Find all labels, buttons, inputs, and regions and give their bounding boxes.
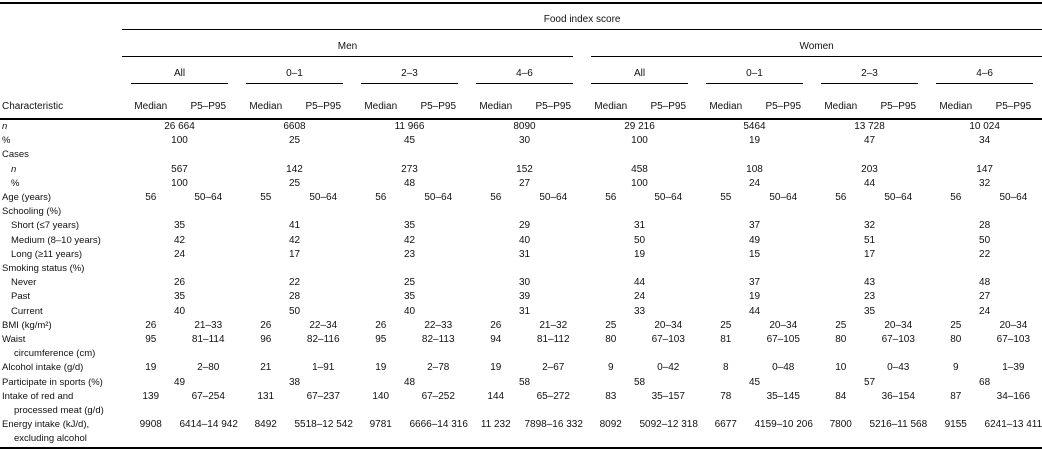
cell-range: 67–105 xyxy=(755,333,813,361)
cell-range: 50–64 xyxy=(870,191,928,205)
cell-range: 21–32 xyxy=(525,319,583,333)
cell-value: 35 xyxy=(812,305,927,319)
cell-value: 24 xyxy=(697,177,812,191)
cell-value: 30 xyxy=(467,276,582,290)
cell-value: 567 xyxy=(122,163,237,177)
cell-value: 35 xyxy=(352,290,467,304)
cell-value: 49 xyxy=(122,376,237,390)
cell-value: 8090 xyxy=(467,119,582,134)
cell-median: 56 xyxy=(927,191,985,205)
cell-value: 24 xyxy=(927,305,1042,319)
food-index-table xyxy=(0,2,1042,449)
row-label: Medium (8–10 years) xyxy=(0,234,122,248)
cell-range: 20–34 xyxy=(985,319,1042,333)
cell-median: 56 xyxy=(122,191,180,205)
gender-row xyxy=(0,30,1042,57)
cell-range: 67–103 xyxy=(870,333,928,361)
table-row xyxy=(0,177,1042,191)
cell-range: 21–33 xyxy=(180,319,238,333)
cell-range: 35–145 xyxy=(755,390,813,418)
cell-value: 45 xyxy=(697,376,812,390)
cell-median: 25 xyxy=(697,319,755,333)
cell-median: 55 xyxy=(237,191,295,205)
cell-range: 6666–14 316 xyxy=(410,418,468,447)
row-label: Age (years) xyxy=(0,191,122,205)
subheader-range: P5–P95 xyxy=(870,84,928,119)
cell-value: 26 xyxy=(122,276,237,290)
table-row xyxy=(0,333,1042,361)
cell-value: 40 xyxy=(467,234,582,248)
table-row xyxy=(0,134,1042,148)
group-header: 2–3 xyxy=(821,68,918,84)
table-row xyxy=(0,219,1042,233)
cell-median: 84 xyxy=(812,390,870,418)
subheader-row xyxy=(0,84,1042,119)
cell-value: 29 216 xyxy=(582,119,697,134)
cell-value: 23 xyxy=(812,290,927,304)
cell-value: 37 xyxy=(697,276,812,290)
cell-median: 9781 xyxy=(352,418,410,447)
cell-median: 55 xyxy=(697,191,755,205)
table-row xyxy=(0,248,1042,262)
row-label: Schooling (%) xyxy=(0,205,122,219)
subheader-range: P5–P95 xyxy=(755,84,813,119)
cell-value: 33 xyxy=(582,305,697,319)
cell-range: 0–43 xyxy=(870,361,928,375)
group-header: All xyxy=(591,68,688,84)
cell-range: 1–91 xyxy=(295,361,353,375)
cell-value: 5464 xyxy=(697,119,812,134)
cell-value: 100 xyxy=(122,134,237,148)
cell-value: 39 xyxy=(467,290,582,304)
cell-median: 80 xyxy=(812,333,870,361)
cell-median: 131 xyxy=(237,390,295,418)
row-label: Long (≥11 years) xyxy=(0,248,122,262)
cell-value: 40 xyxy=(352,305,467,319)
cell-median: 6677 xyxy=(697,418,755,447)
cell-value: 142 xyxy=(237,163,352,177)
cell-value: 17 xyxy=(237,248,352,262)
row-label: Alcohol intake (g/d) xyxy=(0,361,122,375)
cell-value: 100 xyxy=(582,134,697,148)
cell-value: 31 xyxy=(467,248,582,262)
cell-range: 82–113 xyxy=(410,333,468,361)
table-row xyxy=(0,191,1042,205)
cell-value: 10 024 xyxy=(927,119,1042,134)
cell-median: 11 232 xyxy=(467,418,525,447)
cell-value: 6608 xyxy=(237,119,352,134)
group-header: 2–3 xyxy=(361,68,458,84)
subheader-median: Median xyxy=(122,84,180,119)
cell-median: 80 xyxy=(927,333,985,361)
cell-value: 32 xyxy=(812,219,927,233)
cell-value: 32 xyxy=(927,177,1042,191)
cell-value: 23 xyxy=(352,248,467,262)
subheader-median: Median xyxy=(927,84,985,119)
cell-value: 42 xyxy=(352,234,467,248)
gender-header-women: Women xyxy=(591,41,1042,57)
cell-range: 36–154 xyxy=(870,390,928,418)
cell-value: 58 xyxy=(582,376,697,390)
cell-range: 67–103 xyxy=(985,333,1042,361)
cell-value: 50 xyxy=(927,234,1042,248)
cell-median: 25 xyxy=(812,319,870,333)
table-title: Food index score xyxy=(122,14,1042,30)
cell-median: 96 xyxy=(237,333,295,361)
cell-range: 50–64 xyxy=(410,191,468,205)
cell-range: 67–103 xyxy=(640,333,698,361)
cell-median: 56 xyxy=(812,191,870,205)
cell-value: 28 xyxy=(237,290,352,304)
cell-median: 8492 xyxy=(237,418,295,447)
cell-median: 19 xyxy=(467,361,525,375)
cell-value: 19 xyxy=(582,248,697,262)
row-label: BMI (kg/m²) xyxy=(0,319,122,333)
empty-cell xyxy=(122,148,1042,162)
cell-median: 56 xyxy=(582,191,640,205)
cell-value: 458 xyxy=(582,163,697,177)
cell-range: 50–64 xyxy=(985,191,1042,205)
cell-median: 140 xyxy=(352,390,410,418)
cell-value: 44 xyxy=(812,177,927,191)
cell-range: 20–34 xyxy=(870,319,928,333)
table-row xyxy=(0,376,1042,390)
cell-value: 108 xyxy=(697,163,812,177)
cell-value: 100 xyxy=(582,177,697,191)
cell-range: 67–252 xyxy=(410,390,468,418)
subheader-range: P5–P95 xyxy=(640,84,698,119)
cell-value: 47 xyxy=(812,134,927,148)
cell-median: 26 xyxy=(122,319,180,333)
row-label: Participate in sports (%) xyxy=(0,376,122,390)
gender-header-men: Men xyxy=(122,41,573,57)
cell-value: 50 xyxy=(237,305,352,319)
cell-range: 67–237 xyxy=(295,390,353,418)
cell-value: 24 xyxy=(122,248,237,262)
subheader-range: P5–P95 xyxy=(525,84,583,119)
subheader-median: Median xyxy=(582,84,640,119)
row-label: n xyxy=(0,163,122,177)
cell-value: 50 xyxy=(582,234,697,248)
cell-value: 31 xyxy=(467,305,582,319)
cell-value: 49 xyxy=(697,234,812,248)
table-row xyxy=(0,361,1042,375)
table-row xyxy=(0,234,1042,248)
cell-range: 2–67 xyxy=(525,361,583,375)
table-row xyxy=(0,390,1042,418)
cell-range: 20–34 xyxy=(640,319,698,333)
cell-value: 29 xyxy=(467,219,582,233)
subheader-median: Median xyxy=(237,84,295,119)
cell-range: 81–112 xyxy=(525,333,583,361)
characteristic-header: Characteristic xyxy=(0,84,122,119)
subheader-median: Median xyxy=(697,84,755,119)
cell-value: 22 xyxy=(237,276,352,290)
cell-value: 25 xyxy=(237,134,352,148)
row-label: Energy intake (kJ/d), excluding alcohol xyxy=(0,418,122,447)
cell-median: 95 xyxy=(352,333,410,361)
cell-value: 42 xyxy=(237,234,352,248)
cell-value: 19 xyxy=(697,290,812,304)
table-row xyxy=(0,119,1042,134)
row-label: Cases xyxy=(0,148,122,162)
row-label: Past xyxy=(0,290,122,304)
cell-median: 83 xyxy=(582,390,640,418)
empty-cell xyxy=(122,205,1042,219)
cell-median: 25 xyxy=(582,319,640,333)
table-row xyxy=(0,418,1042,447)
cell-value: 38 xyxy=(237,376,352,390)
cell-median: 144 xyxy=(467,390,525,418)
cell-value: 25 xyxy=(352,276,467,290)
cell-value: 31 xyxy=(582,219,697,233)
cell-range: 22–33 xyxy=(410,319,468,333)
cell-median: 87 xyxy=(927,390,985,418)
subheader-range: P5–P95 xyxy=(180,84,238,119)
cell-value: 35 xyxy=(122,219,237,233)
cell-range: 7898–16 332 xyxy=(525,418,583,447)
cell-value: 30 xyxy=(467,134,582,148)
cell-range: 5216–11 568 xyxy=(870,418,928,447)
cell-median: 56 xyxy=(467,191,525,205)
row-label: % xyxy=(0,134,122,148)
cell-value: 45 xyxy=(352,134,467,148)
cell-median: 94 xyxy=(467,333,525,361)
title-row xyxy=(0,3,1042,30)
cell-range: 50–64 xyxy=(295,191,353,205)
cell-value: 58 xyxy=(467,376,582,390)
cell-value: 24 xyxy=(582,290,697,304)
cell-value: 17 xyxy=(812,248,927,262)
table-row xyxy=(0,205,1042,219)
cell-range: 4159–10 206 xyxy=(755,418,813,447)
table-body xyxy=(0,119,1042,448)
cell-range: 50–64 xyxy=(180,191,238,205)
table-row xyxy=(0,148,1042,162)
cell-median: 26 xyxy=(467,319,525,333)
cell-median: 9908 xyxy=(122,418,180,447)
cell-range: 82–116 xyxy=(295,333,353,361)
empty-cell xyxy=(122,262,1042,276)
cell-median: 80 xyxy=(582,333,640,361)
cell-range: 35–157 xyxy=(640,390,698,418)
group-header: 4–6 xyxy=(476,68,573,84)
subheader-median: Median xyxy=(352,84,410,119)
cell-range: 50–64 xyxy=(525,191,583,205)
group-header: 4–6 xyxy=(936,68,1033,84)
cell-median: 26 xyxy=(237,319,295,333)
cell-median: 19 xyxy=(122,361,180,375)
group-header: 0–1 xyxy=(706,68,803,84)
cell-median: 10 xyxy=(812,361,870,375)
subheader-range: P5–P95 xyxy=(295,84,353,119)
cell-value: 68 xyxy=(927,376,1042,390)
cell-median: 19 xyxy=(352,361,410,375)
cell-median: 139 xyxy=(122,390,180,418)
cell-value: 203 xyxy=(812,163,927,177)
cell-range: 5092–12 318 xyxy=(640,418,698,447)
cell-value: 100 xyxy=(122,177,237,191)
cell-median: 9155 xyxy=(927,418,985,447)
cell-median: 95 xyxy=(122,333,180,361)
cell-value: 51 xyxy=(812,234,927,248)
cell-range: 34–166 xyxy=(985,390,1042,418)
cell-range: 22–34 xyxy=(295,319,353,333)
cell-value: 27 xyxy=(927,290,1042,304)
row-label: Intake of red and processed meat (g/d) xyxy=(0,390,122,418)
group-header: All xyxy=(131,68,228,84)
cell-value: 34 xyxy=(927,134,1042,148)
cell-value: 35 xyxy=(352,219,467,233)
cell-range: 2–80 xyxy=(180,361,238,375)
cell-value: 273 xyxy=(352,163,467,177)
cell-value: 147 xyxy=(927,163,1042,177)
row-label: Short (≤7 years) xyxy=(0,219,122,233)
cell-median: 81 xyxy=(697,333,755,361)
row-label: % xyxy=(0,177,122,191)
cell-value: 57 xyxy=(812,376,927,390)
cell-value: 13 728 xyxy=(812,119,927,134)
subheader-range: P5–P95 xyxy=(985,84,1042,119)
cell-median: 78 xyxy=(697,390,755,418)
cell-value: 28 xyxy=(927,219,1042,233)
cell-range: 2–78 xyxy=(410,361,468,375)
row-label: Smoking status (%) xyxy=(0,262,122,276)
cell-range: 0–48 xyxy=(755,361,813,375)
subheader-median: Median xyxy=(812,84,870,119)
row-label: n xyxy=(0,119,122,134)
cell-median: 9 xyxy=(927,361,985,375)
cell-value: 35 xyxy=(122,290,237,304)
cell-range: 6241–13 411 xyxy=(985,418,1042,447)
cell-value: 48 xyxy=(927,276,1042,290)
cell-range: 67–254 xyxy=(180,390,238,418)
subheader-median: Median xyxy=(467,84,525,119)
cell-value: 26 664 xyxy=(122,119,237,134)
table-row xyxy=(0,290,1042,304)
cell-median: 26 xyxy=(352,319,410,333)
cell-value: 15 xyxy=(697,248,812,262)
cell-value: 43 xyxy=(812,276,927,290)
group-header: 0–1 xyxy=(246,68,343,84)
cell-range: 20–34 xyxy=(755,319,813,333)
cell-value: 11 966 xyxy=(352,119,467,134)
table-row xyxy=(0,319,1042,333)
cell-range: 0–42 xyxy=(640,361,698,375)
cell-median: 56 xyxy=(352,191,410,205)
cell-value: 48 xyxy=(352,376,467,390)
row-label: Current xyxy=(0,305,122,319)
cell-value: 19 xyxy=(697,134,812,148)
cell-value: 25 xyxy=(237,177,352,191)
cell-median: 21 xyxy=(237,361,295,375)
cell-median: 8092 xyxy=(582,418,640,447)
group-row xyxy=(0,57,1042,84)
subheader-range: P5–P95 xyxy=(410,84,468,119)
cell-value: 44 xyxy=(582,276,697,290)
cell-range: 50–64 xyxy=(640,191,698,205)
row-label: Never xyxy=(0,276,122,290)
cell-range: 65–272 xyxy=(525,390,583,418)
cell-value: 37 xyxy=(697,219,812,233)
cell-range: 5518–12 542 xyxy=(295,418,353,447)
cell-range: 50–64 xyxy=(755,191,813,205)
cell-range: 6414–14 942 xyxy=(180,418,238,447)
cell-median: 9 xyxy=(582,361,640,375)
table-row xyxy=(0,305,1042,319)
cell-range: 81–114 xyxy=(180,333,238,361)
cell-value: 27 xyxy=(467,177,582,191)
cell-median: 7800 xyxy=(812,418,870,447)
cell-value: 41 xyxy=(237,219,352,233)
cell-value: 40 xyxy=(122,305,237,319)
cell-value: 152 xyxy=(467,163,582,177)
cell-value: 22 xyxy=(927,248,1042,262)
cell-value: 48 xyxy=(352,177,467,191)
row-label: Waist circumference (cm) xyxy=(0,333,122,361)
cell-range: 1–39 xyxy=(985,361,1042,375)
cell-value: 44 xyxy=(697,305,812,319)
cell-median: 8 xyxy=(697,361,755,375)
table-row xyxy=(0,262,1042,276)
cell-value: 42 xyxy=(122,234,237,248)
table-row xyxy=(0,163,1042,177)
table-row xyxy=(0,276,1042,290)
cell-median: 25 xyxy=(927,319,985,333)
